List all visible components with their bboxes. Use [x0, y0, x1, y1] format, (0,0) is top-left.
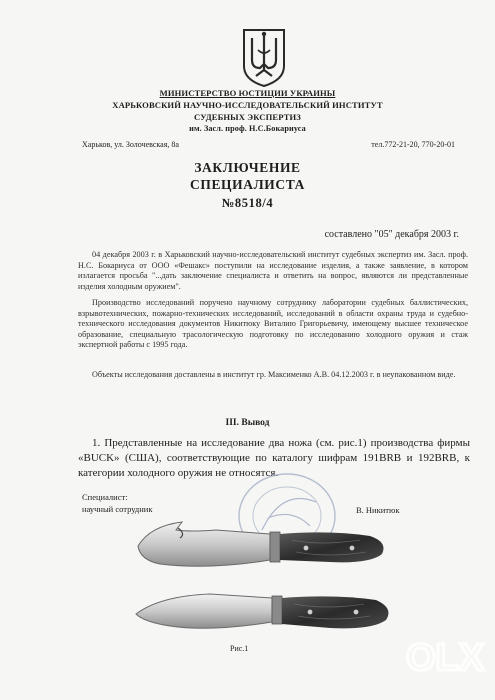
body-paragraph-1: 04 декабря 2003 г. в Харьковский научно-исследовательский институт судебных экспертиз им. Засл. проф. Н.С. Бокариуса от ООО «Фешакс» поступили на исследование изделия, а также заявление, в котором излагается просьба "...дать заключение специалиста и ответить на вопрос, являются ли представленные изделия холодным оружием".: [78, 250, 468, 291]
institute-heading-line3: им. Засл. проф. Н.С.Бокариуса: [189, 124, 306, 133]
section-title: III. Вывод: [225, 418, 270, 428]
knives-photo: [120, 512, 420, 648]
watermark-text: OLX: [405, 637, 485, 679]
knife-192brb: [136, 594, 388, 628]
institute-phone: тел.772-21-20, 770-20-01: [371, 140, 455, 149]
signature-name: В. Никитюк: [356, 505, 400, 515]
institute-address: Харьков, ул. Золочевская, 8а: [82, 140, 179, 149]
document-title-line1: ЗАКЛЮЧЕНИЕ: [194, 160, 301, 175]
signature-label-specialist: Специалист:: [82, 492, 128, 502]
document-number: №8518/4: [221, 196, 274, 210]
figure-caption: Рис.1: [230, 644, 249, 653]
knife-191brb: [138, 522, 384, 566]
body-paragraph-3: Объекты исследования доставлены в институт гр. Максименко А.В. 04.12.2003 г. в неупакованном виде.: [92, 370, 456, 379]
olx-logo-icon: [401, 620, 489, 692]
body-paragraph-2: Производство исследований поручено научному сотруднику лаборатории судебных баллистических, взрывотехнических, пожарно-технических исследований, исследований в области охраны труда и судебно-технического исследования документов Никитюку Виталию Григорьевичу, имеющему высшее техническое образование, специальную трасологическую подготовку по исследованию холодного оружия и стаж экспертной работы с 1995 года.: [78, 298, 468, 350]
conclusion-text: 1. Представленные на исследование два ножа (см. рис.1) производства фирмы «BUCK» (США), соответствующие по каталогу шифрам 191BRB и 192BRB, к категории холодного оружия не относятся.: [78, 437, 470, 479]
institute-heading-line1: ХАРЬКОВСКИЙ НАУЧНО-ИССЛЕДОВАТЕЛЬСКИЙ ИНСТИТУТ: [112, 100, 383, 110]
trident-emblem-icon: [240, 26, 288, 88]
institute-heading-line2: СУДЕБНЫХ ЭКСПЕРТИЗ: [194, 112, 301, 122]
ministry-heading: МИНИСТЕРСТВО ЮСТИЦИИ УКРАИНЫ: [159, 88, 336, 98]
document-title-line2: СПЕЦИАЛИСТА: [190, 177, 305, 192]
composed-date: составлено "05" декабря 2003 г.: [324, 229, 459, 240]
signature-label-position: научный сотрудник: [82, 504, 153, 514]
